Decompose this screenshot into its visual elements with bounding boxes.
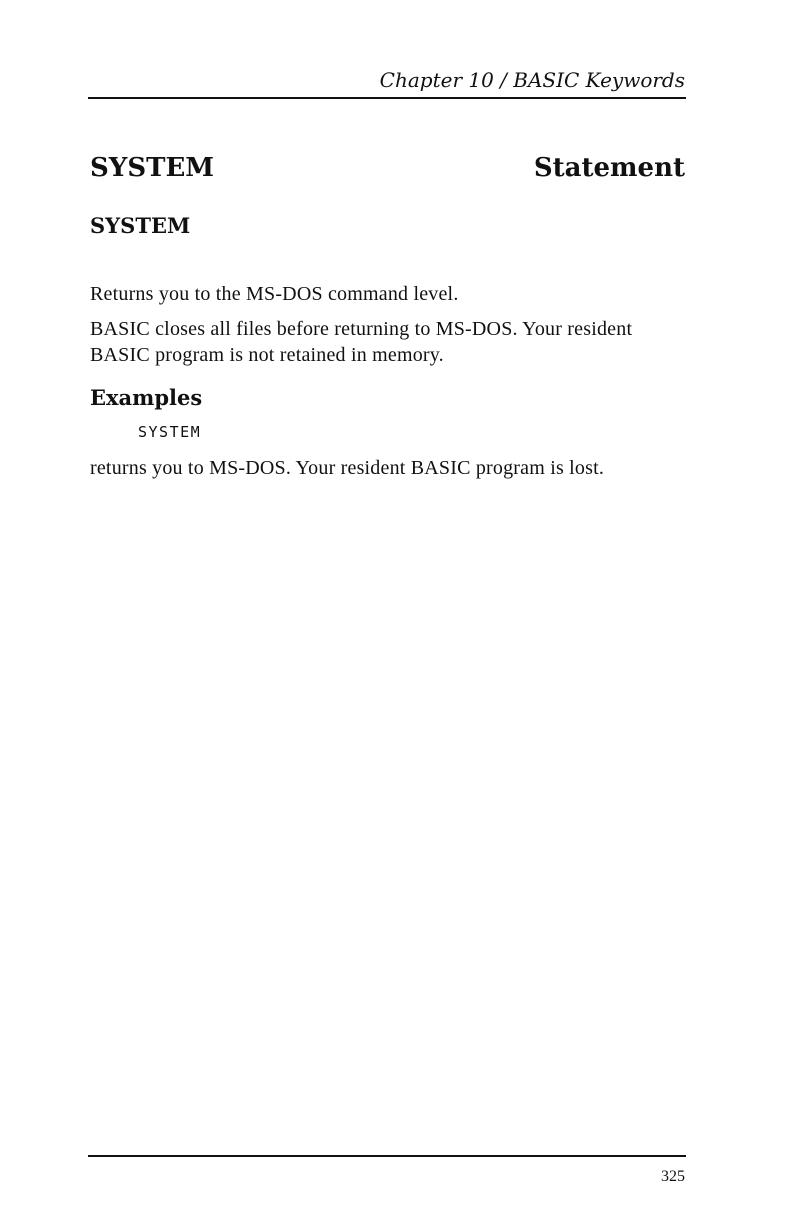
description-paragraph: Returns you to the MS-DOS command level. xyxy=(90,283,459,305)
footer-rule xyxy=(88,1155,686,1157)
header-rule xyxy=(88,97,686,99)
keyword-type: Statement xyxy=(533,153,685,183)
notes-paragraph: BASIC closes all files before returning to MS-DOS. Your resident BASIC program is not retained in memory. xyxy=(90,318,633,366)
example-description: returns you to MS-DOS. Your resident BASIC program is lost. xyxy=(90,457,605,479)
page-number: 325 xyxy=(661,1168,685,1185)
examples-heading: Examples xyxy=(90,385,203,410)
running-head: Chapter 10 / BASIC Keywords xyxy=(379,68,685,92)
syntax-line: SYSTEM xyxy=(90,213,191,238)
example-code: SYSTEM xyxy=(138,423,202,441)
keyword-title: SYSTEM xyxy=(90,153,215,183)
